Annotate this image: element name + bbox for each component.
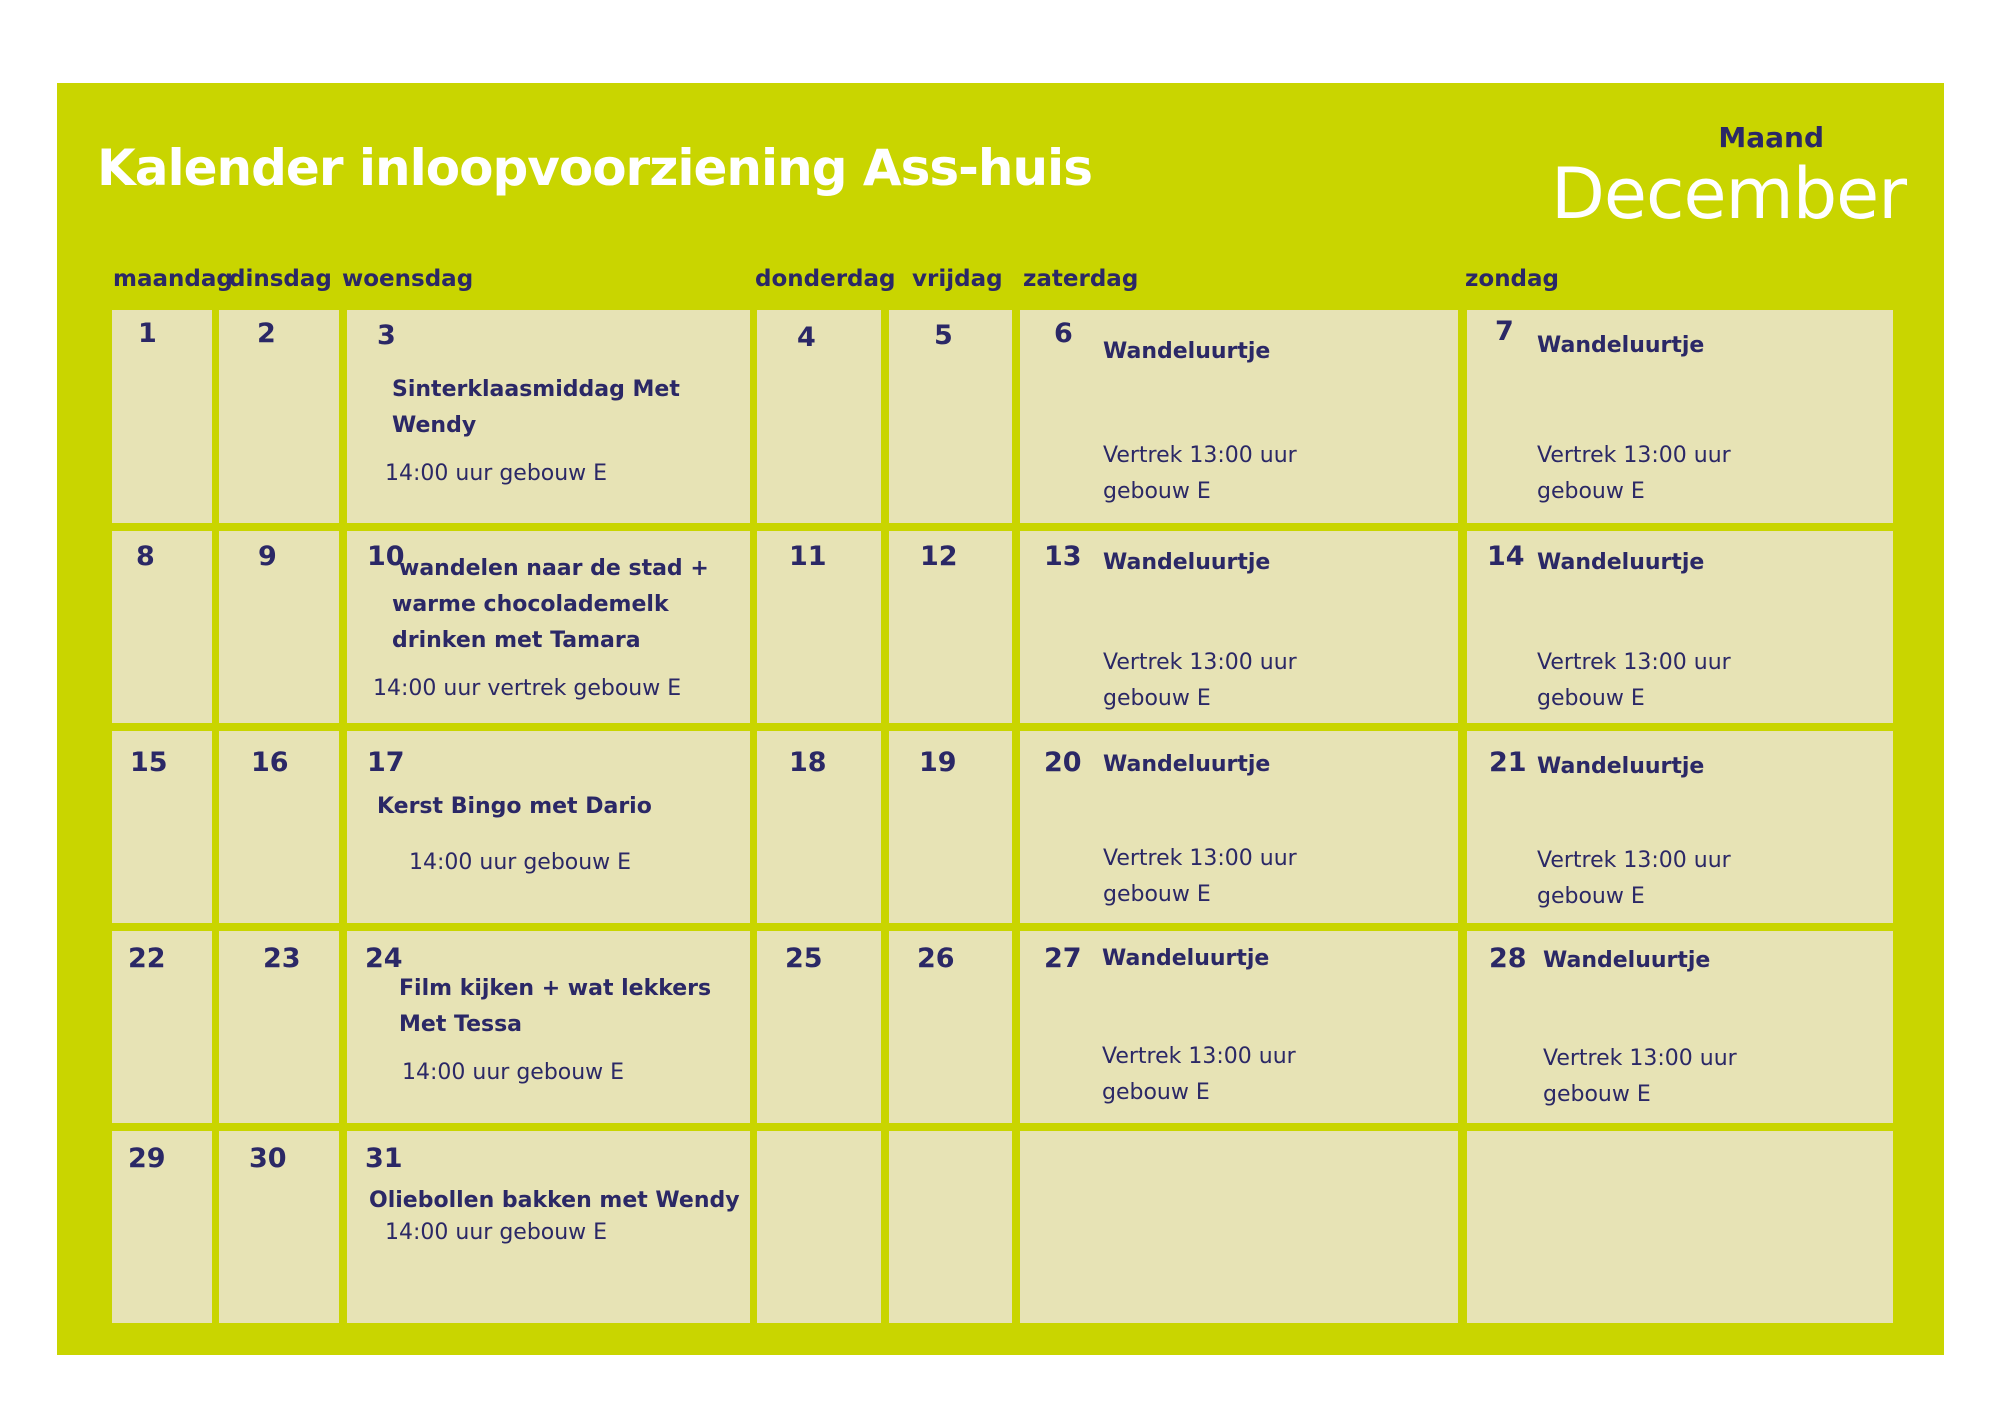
day-number: 14 xyxy=(1487,541,1525,572)
weekday-wednesday: woensdag xyxy=(342,266,474,292)
event-detail: gebouw E xyxy=(1543,1082,1651,1107)
day-cell-23[interactable] xyxy=(219,931,339,1123)
event-title: Wandeluurtje xyxy=(1537,550,1705,575)
event-detail: gebouw E xyxy=(1103,479,1211,504)
weekday-sunday: zondag xyxy=(1465,266,1560,292)
day-cell-26[interactable] xyxy=(889,931,1012,1123)
weekday-monday: maandag xyxy=(113,266,233,292)
day-cell-3[interactable] xyxy=(347,310,750,523)
day-number: 21 xyxy=(1489,747,1527,778)
day-number: 7 xyxy=(1495,316,1514,347)
day-cell-20[interactable] xyxy=(1020,731,1458,923)
day-number: 26 xyxy=(917,943,955,974)
event-title: Wandeluurtje xyxy=(1537,333,1705,358)
event-title: Met Tessa xyxy=(399,1012,523,1037)
event-detail: Vertrek 13:00 uur xyxy=(1103,443,1297,468)
empty-cell xyxy=(757,1131,881,1323)
event-detail: gebouw E xyxy=(1537,479,1645,504)
event-detail: Vertrek 13:00 uur xyxy=(1543,1046,1737,1071)
day-cell-2[interactable] xyxy=(219,310,339,523)
event-title: Wandeluurtje xyxy=(1103,339,1271,364)
day-number: 28 xyxy=(1489,943,1527,974)
day-number: 29 xyxy=(128,1143,166,1174)
event-detail: Vertrek 13:00 uur xyxy=(1103,846,1297,871)
day-number: 3 xyxy=(377,320,396,351)
event-detail: Vertrek 13:00 uur xyxy=(1537,443,1731,468)
event-detail: gebouw E xyxy=(1102,1080,1210,1105)
day-number: 25 xyxy=(785,943,823,974)
event-title: Wendy xyxy=(392,413,477,438)
event-detail: gebouw E xyxy=(1537,686,1645,711)
event-detail: 14:00 uur gebouw E xyxy=(409,850,632,875)
event-title: warme chocolademelk xyxy=(392,592,669,617)
event-title: Sinterklaasmiddag Met xyxy=(392,377,680,402)
day-cell-30[interactable] xyxy=(219,1131,339,1323)
day-cell-28[interactable] xyxy=(1467,931,1893,1123)
day-cell-12[interactable] xyxy=(889,531,1012,723)
event-detail: Vertrek 13:00 uur xyxy=(1102,1044,1296,1069)
day-cell-25[interactable] xyxy=(757,931,881,1123)
day-cell-13[interactable] xyxy=(1020,531,1458,723)
day-cell-8[interactable] xyxy=(112,531,212,723)
day-number: 5 xyxy=(934,320,953,351)
event-title: Wandeluurtje xyxy=(1537,754,1705,779)
day-number: 22 xyxy=(128,943,166,974)
event-detail: 14:00 uur vertrek gebouw E xyxy=(373,676,682,701)
empty-cell xyxy=(889,1131,1012,1323)
month-label: Maand xyxy=(1718,121,1824,154)
event-detail: gebouw E xyxy=(1103,686,1211,711)
day-cell-24[interactable] xyxy=(347,931,750,1123)
weekday-thursday: donderdag xyxy=(755,266,896,292)
event-detail: 14:00 uur gebouw E xyxy=(385,1220,608,1245)
day-cell-5[interactable] xyxy=(889,310,1012,523)
event-title: Wandeluurtje xyxy=(1103,550,1271,575)
day-number: 13 xyxy=(1044,541,1082,572)
day-cell-6[interactable] xyxy=(1020,310,1458,523)
event-title: Wandeluurtje xyxy=(1103,752,1271,777)
day-number: 15 xyxy=(130,747,168,778)
day-number: 30 xyxy=(249,1143,287,1174)
event-detail: gebouw E xyxy=(1103,882,1211,907)
day-number: 19 xyxy=(919,747,957,778)
day-number: 20 xyxy=(1044,747,1082,778)
event-title: wandelen naar de stad + xyxy=(399,556,709,581)
day-number: 24 xyxy=(365,943,403,974)
day-number: 12 xyxy=(920,541,958,572)
day-number: 31 xyxy=(365,1143,403,1174)
month-name: December xyxy=(1551,153,1906,235)
event-title: Kerst Bingo met Dario xyxy=(377,794,652,819)
weekday-tuesday: dinsdag xyxy=(229,266,332,292)
calendar-panel xyxy=(57,83,1944,1355)
calendar-title: Kalender inloopvoorziening Ass-huis xyxy=(97,139,1092,197)
day-number: 8 xyxy=(136,541,155,572)
day-cell-21[interactable] xyxy=(1467,731,1893,923)
day-cell-31[interactable] xyxy=(347,1131,750,1323)
day-cell-17[interactable] xyxy=(347,731,750,923)
day-cell-22[interactable] xyxy=(112,931,212,1123)
event-title: drinken met Tamara xyxy=(392,628,641,653)
weekday-friday: vrijdag xyxy=(912,266,1003,292)
event-detail: gebouw E xyxy=(1537,884,1645,909)
day-cell-29[interactable] xyxy=(112,1131,212,1323)
day-number: 1 xyxy=(138,318,157,349)
event-detail: Vertrek 13:00 uur xyxy=(1537,848,1731,873)
event-detail: Vertrek 13:00 uur xyxy=(1537,650,1731,675)
day-cell-15[interactable] xyxy=(112,731,212,923)
day-cell-10[interactable] xyxy=(347,531,750,723)
day-cell-7[interactable] xyxy=(1467,310,1893,523)
day-cell-9[interactable] xyxy=(219,531,339,723)
day-cell-11[interactable] xyxy=(757,531,881,723)
day-cell-1[interactable] xyxy=(112,310,212,523)
day-number: 9 xyxy=(258,541,277,572)
empty-cell xyxy=(1467,1131,1893,1323)
day-cell-4[interactable] xyxy=(757,310,881,523)
event-title: Wandeluurtje xyxy=(1543,948,1711,973)
day-number: 23 xyxy=(263,943,301,974)
day-number: 11 xyxy=(789,541,827,572)
day-cell-16[interactable] xyxy=(219,731,339,923)
day-number: 6 xyxy=(1054,318,1073,349)
event-detail: 14:00 uur gebouw E xyxy=(402,1060,625,1085)
empty-cell xyxy=(1020,1131,1458,1323)
day-number: 2 xyxy=(257,318,276,349)
day-number: 27 xyxy=(1044,943,1082,974)
day-number: 17 xyxy=(367,747,405,778)
day-number: 4 xyxy=(797,322,816,353)
day-cell-27[interactable] xyxy=(1020,931,1458,1123)
event-detail: 14:00 uur gebouw E xyxy=(385,461,608,486)
day-number: 16 xyxy=(251,747,289,778)
day-cell-18[interactable] xyxy=(757,731,881,923)
event-title: Film kijken + wat lekkers xyxy=(399,976,712,1001)
day-cell-14[interactable] xyxy=(1467,531,1893,723)
day-number: 18 xyxy=(789,747,827,778)
event-title: Wandeluurtje xyxy=(1102,946,1270,971)
day-number: 10 xyxy=(367,541,405,572)
event-detail: Vertrek 13:00 uur xyxy=(1103,650,1297,675)
weekday-saturday: zaterdag xyxy=(1023,266,1139,292)
event-title: Oliebollen bakken met Wendy xyxy=(369,1188,740,1213)
day-cell-19[interactable] xyxy=(889,731,1012,923)
